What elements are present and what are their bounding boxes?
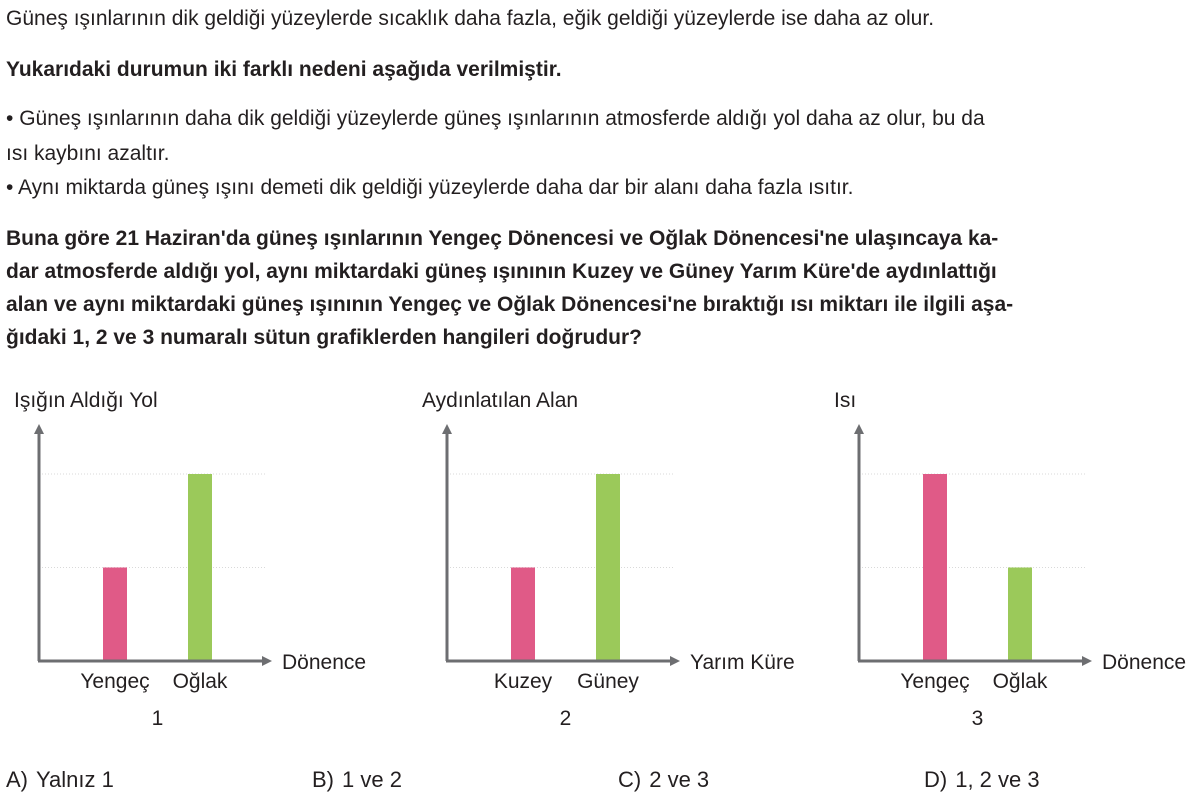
chart-3	[820, 380, 1197, 740]
bullet-1-line-1	[6, 104, 985, 134]
chart-1	[0, 380, 400, 740]
option-c[interactable]	[618, 765, 709, 795]
chart-number: 2	[559, 707, 572, 730]
chart-2-svg	[408, 380, 808, 740]
option-b-text: 1 ve 2	[342, 767, 402, 792]
chart-3-svg	[820, 380, 1197, 740]
bar-güney	[596, 474, 620, 661]
bar-oğlak	[188, 474, 212, 661]
chart-number: 1	[151, 707, 164, 730]
bar-yengeç	[103, 568, 127, 662]
option-a[interactable]	[6, 765, 114, 795]
reasons-heading: Yukarıdaki durumun iki farklı nedeni aşağıda verilmiştir.	[6, 58, 562, 81]
category-label: Kuzey	[493, 670, 553, 693]
x-axis-label: Dönence	[1102, 651, 1187, 674]
y-axis-arrow-icon	[854, 424, 864, 434]
bar-yengeç	[923, 474, 947, 661]
option-c-letter: C)	[618, 767, 642, 792]
y-axis-arrow-icon	[34, 424, 44, 434]
category-label: Güney	[577, 670, 639, 693]
x-axis-arrow-icon	[262, 656, 272, 666]
bar-kuzey	[511, 568, 535, 662]
option-b[interactable]	[312, 765, 402, 795]
option-c-text: 2 ve 3	[649, 767, 710, 792]
option-d[interactable]	[924, 765, 1040, 795]
chart-1-svg	[0, 380, 400, 740]
bullet-2-line-1	[6, 173, 853, 203]
bullet-1-text: Güneş ışınlarının daha dik geldiği yüzeylerde güneş ışınlarının atmosferde aldığı yol daha az olur, bu da	[19, 107, 985, 130]
y-axis-label: Isı	[834, 389, 857, 412]
y-axis-label: Aydınlatılan Alan	[422, 389, 579, 412]
option-a-text: Yalnız 1	[36, 767, 114, 792]
x-axis-arrow-icon	[670, 656, 680, 666]
question-line-1: Buna göre 21 Haziran'da güneş ışınlarının Yengeç Dönencesi ve Oğlak Dönencesi'ne ulaşıncaya ka-	[6, 227, 999, 250]
option-a-letter: A)	[6, 767, 28, 792]
chart-2	[408, 380, 808, 740]
question-line-4: ğıdaki 1, 2 ve 3 numaralı sütun grafiklerden hangileri doğrudur?	[6, 326, 642, 349]
chart-number: 3	[971, 707, 984, 730]
x-axis-label: Dönence	[282, 651, 367, 674]
bullet-dot-icon: •	[6, 107, 14, 130]
x-axis-label: Yarım Küre	[690, 651, 795, 674]
intro-text: Güneş ışınlarının dik geldiği yüzeylerde sıcaklık daha fazla, eğik geldiği yüzeylerde ise daha az olur.	[6, 7, 935, 30]
bullet-dot-icon: •	[6, 176, 14, 199]
y-axis-arrow-icon	[442, 424, 452, 434]
bullet-2-text: Aynı miktarda güneş ışını demeti dik geldiği yüzeylerde daha dar bir alanı daha fazla ısıtır.	[18, 176, 854, 199]
bar-oğlak	[1008, 568, 1032, 662]
option-d-text: 1, 2 ve 3	[955, 767, 1040, 792]
option-b-letter: B)	[312, 767, 334, 792]
bullet-1-line-2: ısı kaybını azaltır.	[6, 142, 170, 165]
x-axis-arrow-icon	[1082, 656, 1092, 666]
category-label: Yengeç	[80, 670, 150, 693]
option-d-letter: D)	[924, 767, 948, 792]
y-axis-label: Işığın Aldığı Yol	[14, 389, 158, 412]
category-label: Oğlak	[992, 670, 1048, 693]
category-label: Yengeç	[900, 670, 970, 693]
question-line-2: dar atmosferde aldığı yol, aynı miktardaki güneş ışınının Kuzey ve Güney Yarım Küre'de aydınlattığı	[6, 260, 997, 283]
question-line-3: alan ve aynı miktardaki güneş ışınının Yengeç ve Oğlak Dönencesi'ne bıraktığı ısı miktarı ile ilgili aşa-	[6, 293, 1014, 316]
category-label: Oğlak	[172, 670, 228, 693]
